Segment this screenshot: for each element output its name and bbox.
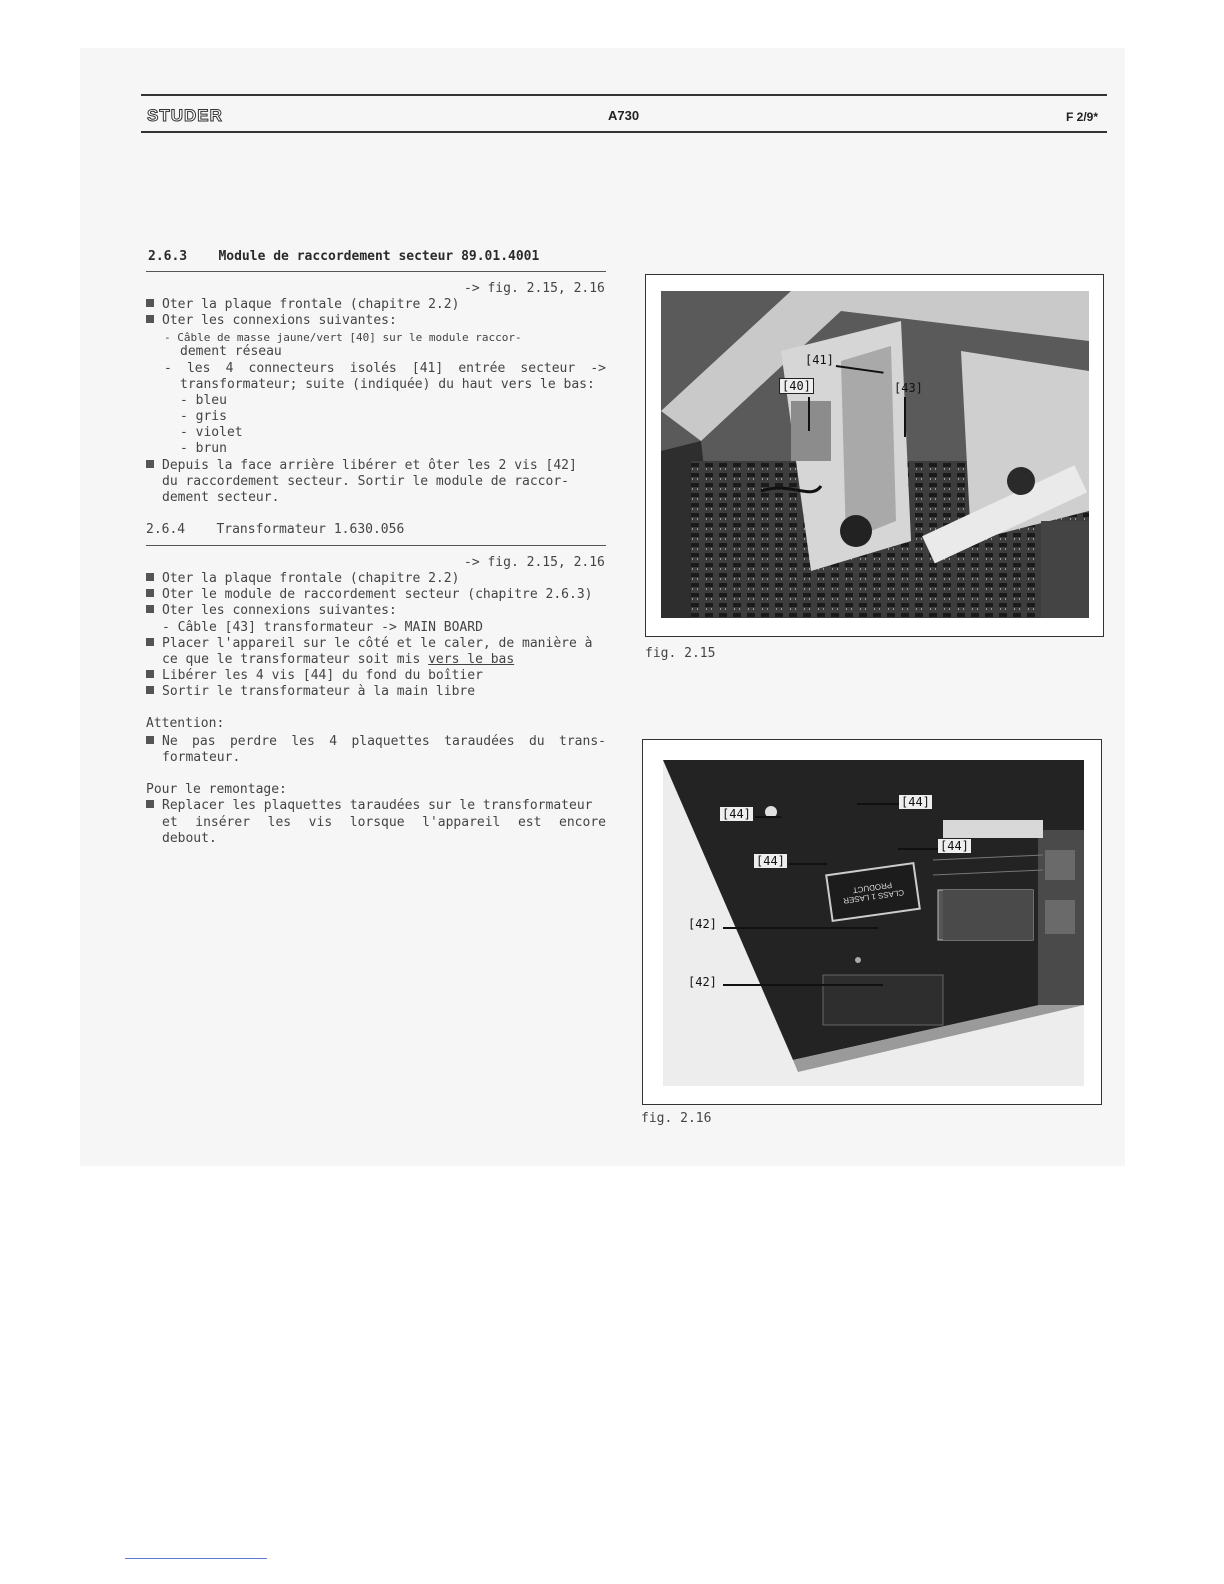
figure-2-15-caption: fig. 2.15 [645,646,716,661]
callout-41: [41] [805,353,834,367]
step-line: Sortir le transformateur à la main libre [146,684,475,700]
callout-44: [44] [937,838,972,854]
interior-photo-illustration [661,291,1089,618]
header-bottom-rule [141,131,1107,133]
underlined-text: vers le bas [428,652,515,667]
bullet-icon [146,605,154,613]
step-line: dement réseau [180,344,282,359]
callout-line-40 [808,397,810,431]
callout-40: [40] [779,378,814,394]
step-line: Oter les connexions suivantes: [146,603,397,619]
figure-2-15-frame [645,274,1104,637]
step-line: - Câble de masse jaune/vert [40] sur le module raccor- [164,331,522,344]
callout-43: [43] [894,381,923,395]
callout-line-42 [723,984,883,986]
callout-line-44 [789,863,827,865]
bullet-icon [146,460,154,468]
bullet-icon [146,638,154,646]
remontage-line: et insérer les vis lorsque l'appareil est encore [162,815,606,830]
step-line: du raccordement secteur. Sortir le module de raccor- [162,474,569,489]
step-line: Depuis la face arrière libérer et ôter les 2 vis [42] [146,458,577,474]
bullet-icon [146,800,154,808]
callout-44: [44] [898,794,933,810]
callout-line-43 [904,397,906,437]
step-line: Oter la plaque frontale (chapitre 2.2) [146,297,459,313]
step-line: Placer l'appareil sur le côté et le caler, de manière à [146,636,592,652]
section-ref-2: -> fig. 2.15, 2.16 [464,555,605,570]
model-label: A730 [608,108,640,123]
section-rule-2 [146,545,606,546]
bullet-icon [146,573,154,581]
figure-2-16-frame [642,739,1102,1105]
step-line: Oter la plaque frontale (chapitre 2.2) [146,571,459,587]
color-item: - brun [180,441,227,456]
remontage-line: Replacer les plaquettes taraudées sur le transformateur [146,798,592,814]
callout-42: [42] [688,975,717,989]
bullet-icon [146,686,154,694]
bullet-icon [146,736,154,744]
step-line: Oter les connexions suivantes: [146,313,397,329]
remontage-title: Pour le remontage: [146,782,287,797]
remontage-line: debout. [162,831,217,846]
color-item: - violet [180,425,243,440]
color-item: - bleu [180,393,227,408]
section-ref-1: -> fig. 2.15, 2.16 [464,281,605,296]
step-line: Oter le module de raccordement secteur (chapitre 2.6.3) [146,587,592,603]
attention-title: Attention: [146,716,225,731]
step-line: Libérer les 4 vis [44] du fond du boîtier [146,668,483,684]
section-title-2-6-3: 2.6.3 Module de raccordement secteur 89.01.4001 [148,249,540,264]
figure-2-15-photo [661,291,1089,618]
bullet-icon [146,589,154,597]
attention-line: formateur. [162,750,241,765]
attention-line: Ne pas perdre les 4 plaquettes taraudées du trans- [146,734,606,750]
step-line: ce que le transformateur soit mis vers le bas [162,652,515,667]
header-top-rule [141,94,1107,96]
callout-line-42 [723,927,878,929]
section-rule-1 [146,271,606,272]
callout-44: [44] [753,853,788,869]
type-plate [943,890,1033,940]
step-line: - Câble [43] transformateur -> MAIN BOARD [162,620,483,635]
step-line: dement secteur. [162,490,280,505]
footnote-rule [125,1558,267,1559]
step-line: - les 4 connecteurs isolés [41] entrée secteur -> [164,361,606,376]
callout-line-44 [898,848,938,850]
callout-line-44 [755,816,781,818]
bullet-icon [146,670,154,678]
color-item: - gris [180,409,227,424]
page-number: F 2/9* [1066,110,1099,124]
studer-logo: STUDER [147,106,223,125]
figure-2-16-caption: fig. 2.16 [641,1111,712,1126]
bullet-icon [146,299,154,307]
callout-line-44 [857,803,899,805]
step-line: transformateur; suite (indiquée) du haut vers le bas: [180,377,595,392]
section-title-2-6-4: 2.6.4 Transformateur 1.630.056 [146,522,405,537]
bullet-icon [146,315,154,323]
laser-product-plate: CLASS 1 LASER PRODUCT [825,862,921,922]
callout-44: [44] [719,806,754,822]
callout-42: [42] [688,917,717,931]
